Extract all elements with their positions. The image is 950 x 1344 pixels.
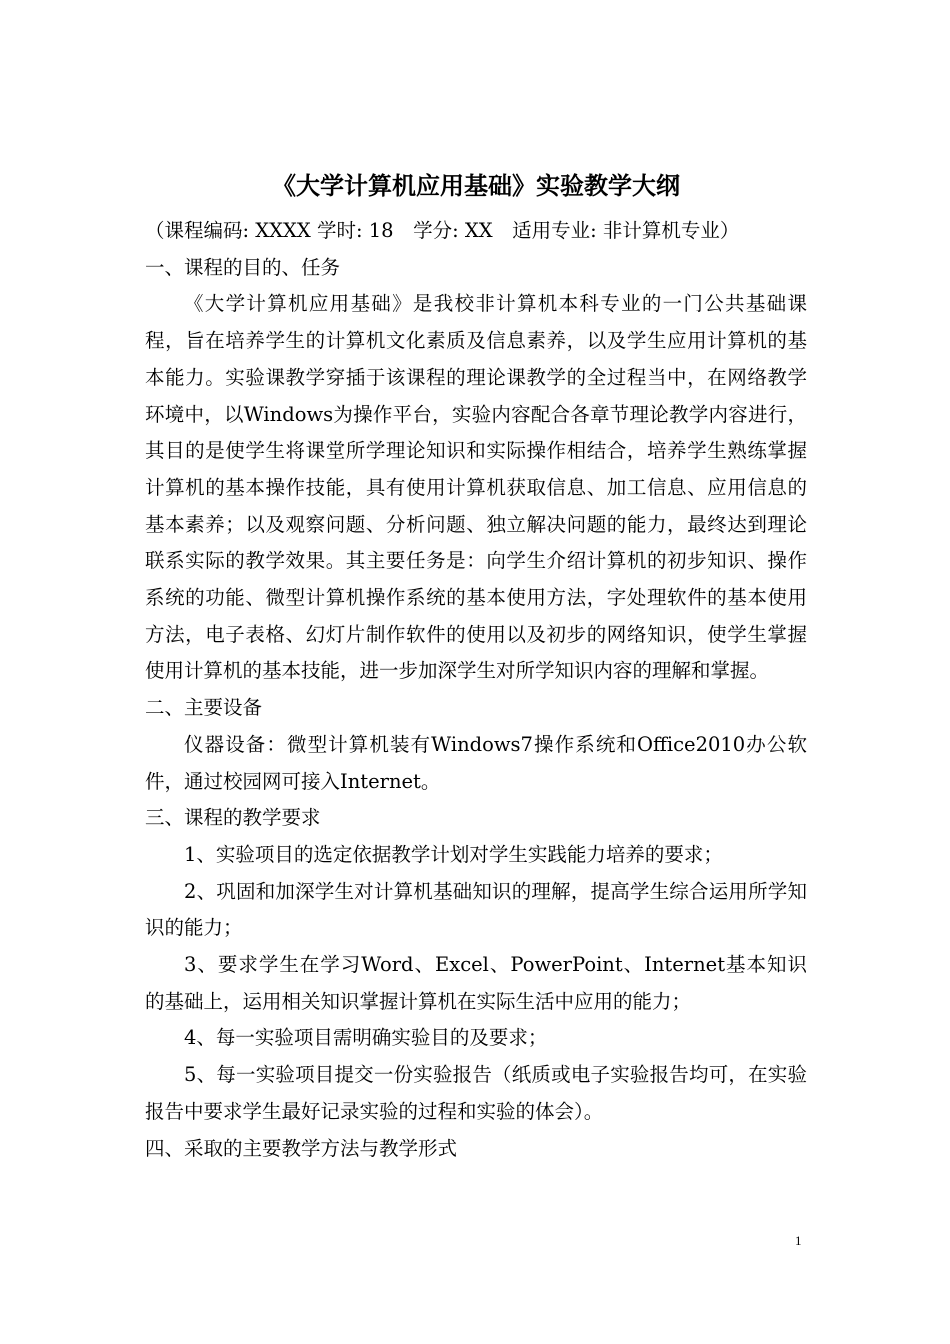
document-body [145, 213, 807, 1167]
section-2-paragraph: 仪器设备：微型计算机装有Windows7操作系统和Office2010办公软件，通过校园网可接入Internet。 [145, 732, 807, 793]
section-1-paragraph: 《大学计算机应用基础》是我校非计算机本科专业的一门公共基础课程，旨在培养学生的计算机文化素质及信息素养，以及学生应用计算机的基本能力。实验课教学穿插于该课程的理论课教学的全过程当中，在网络教学环境中，以Windows为操作平台，实验内容配合各章节理论教学内容进行，其目的是使学生将课堂所学理论知识和实际操作相结合，培养学生熟练掌握计算机的基本操作技能，具有使用计算机获取信息、加工信息、应用信息的基本素养；以及观察问题、分析问题、独立解决问题的能力，最终达到理论联系实际的教学效果。其主要任务是：向学生介绍计算机的初步知识、操作系统的功能、微型计算机操作系统的基本使用方法，字处理软件的基本使用方法，电子表格、幻灯片制作软件的使用以及初步的网络知识，使学生掌握使用计算机的基本技能，进一步加深学生对所学知识内容的理解和掌握。 [145, 292, 807, 683]
requirement-item-4: 4、每一实验项目需明确实验目的及要求； [184, 1026, 548, 1050]
section-heading-2: 二、主要设备 [145, 696, 263, 720]
requirement-item-1: 1、实验项目的选定依据教学计划对学生实践能力培养的要求； [184, 842, 723, 866]
section-heading-1: 一、课程的目的、任务 [145, 255, 341, 279]
requirement-item-3: 3、要求学生在学习Word、Excel、PowerPoint、Internet基本知识的基础上，运用相关知识掌握计算机在实际生活中应用的能力； [145, 953, 807, 1013]
document-title: 《大学计算机应用基础》实验教学大纲 [272, 171, 680, 200]
section-heading-4: 四、采取的主要教学方法与教学形式 [145, 1136, 458, 1160]
course-info: （课程编码: XXXX 学时: 18 学分: XX 适用专业: 非计算机专业） [145, 219, 740, 242]
page-number: 1 [795, 1233, 802, 1248]
requirement-item-5: 5、每一实验项目提交一份实验报告（纸质或电子实验报告均可，在实验报告中要求学生最好记录实验的过程和实验的体会）。 [145, 1063, 807, 1123]
requirement-item-2: 2、巩固和加深学生对计算机基础知识的理解，提高学生综合运用所学知识的能力； [145, 879, 807, 940]
section-heading-3: 三、课程的教学要求 [145, 806, 321, 830]
